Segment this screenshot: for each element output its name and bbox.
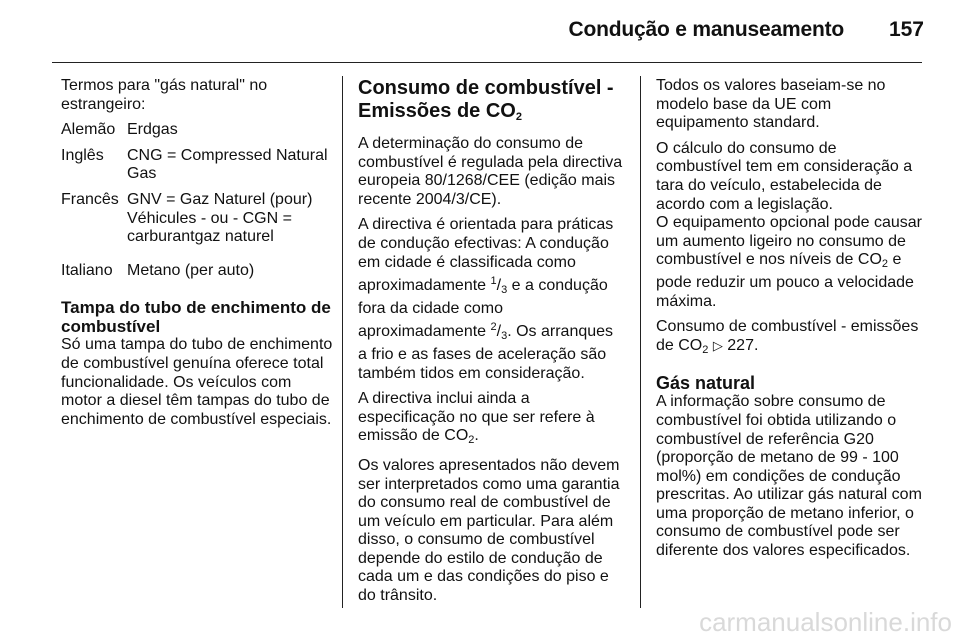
- column-2: [358, 77, 626, 613]
- values-paragraph-3: O equipamento opcional pode causar um aumento ligeiro no consumo de combustível e nos níveis de $CO_2$ e pode reduzir um pouco a velocidade máxima.: [656, 214, 922, 310]
- term-value: Erdgas: [127, 121, 178, 139]
- terms-row: [61, 262, 333, 281]
- consumption-paragraph-1: A determinação do consumo de combustível é regulada pela directiva europeia 80/1268/CEE (edição mais recente 2004/3/CE).: [358, 135, 623, 208]
- term-value: Metano (per auto): [127, 261, 255, 279]
- term-language: Francês: [61, 190, 119, 208]
- terms-row: [61, 147, 333, 184]
- column-1: [61, 77, 333, 436]
- term-language: Inglês: [61, 146, 104, 164]
- header-divider: [52, 62, 922, 63]
- natural-gas-text: A informação sobre consumo de combustível foi obtida utilizando o combustível de referência G20 (proporção de metano de 99 - 100 mol%) em condições de condução prescritas. Ao utilizar gás natural com uma proporção de metano inferior, o consumo de combustível pode ser diferente dos valores especificados.: [656, 393, 922, 560]
- section-heading-natural-gas: Gás natural: [656, 373, 756, 394]
- column-3: [656, 77, 924, 568]
- terms-row: [61, 191, 333, 247]
- page-reference-icon: ▷: [712, 338, 723, 354]
- section-heading-fuel-consumption: [358, 77, 626, 129]
- column-divider-2: [640, 76, 641, 608]
- term-value: CNG = Compressed Natural Gas: [127, 146, 328, 183]
- term-language: Alemão: [61, 121, 116, 139]
- cross-reference[interactable]: Consumo de combustível - emissões de $CO_2$ ▷ 227.: [656, 318, 919, 356]
- values-paragraph-2: O cálculo do consumo de combustível tem em consideração a tara do veículo, estabelecida de acordo com a legislação.: [656, 139, 913, 213]
- watermark: carmanualsonline.info: [699, 607, 952, 637]
- section-heading-fuel-cap: Tampa do tubo de enchimento de combustível: [61, 298, 331, 337]
- page-reference-number[interactable]: 227: [727, 336, 754, 354]
- terms-table: [61, 121, 333, 280]
- consumption-paragraph-4: Os valores apresentados não devem ser interpretados como uma garantia do consumo real de combustível de um veículo em particular. Para além disso, o consumo de combustível depende do estilo de condução de cada um e das condições do piso e do trânsito.: [358, 456, 620, 605]
- heading-text: Consumo de combustível - Emissões de CO: [358, 77, 614, 122]
- column-divider-1: [342, 76, 343, 608]
- term-value: GNV = Gaz Naturel (pour) Véhicules - ou - CGN = carburantgaz naturel: [127, 190, 313, 246]
- consumption-paragraph-3: A directiva inclui ainda a especificação no que ser refere à emissão de $CO_2$.: [358, 390, 595, 447]
- terms-row: [61, 121, 333, 140]
- page-number: 157: [888, 18, 924, 41]
- term-language: Italiano: [61, 261, 113, 279]
- page-header-title: Condução e manuseamento: [568, 18, 844, 41]
- terms-intro: Termos para "gás natural" no estrangeiro:: [61, 77, 268, 113]
- values-paragraph-1: Todos os valores baseiam-se no modelo base da UE com equipamento standard.: [656, 77, 886, 132]
- consumption-paragraph-2: A directiva é orientada para práticas de condução efectivas: A condução em cidade é classificada como aproximadamente $^1/_3$ e a condução fora da cidade como aproximadamente $^2/_3$. Os arranques a frio e as fases de aceleração são também tidos em consideração.: [358, 216, 614, 382]
- heading-subscript: 2: [515, 111, 522, 123]
- fuel-cap-text: Só uma tampa do tubo de enchimento de combustível genuína oferece total funcionalidade. Os veículos com motor a diesel têm tampas do tubo de enchimento de combustível especiais.: [61, 336, 333, 428]
